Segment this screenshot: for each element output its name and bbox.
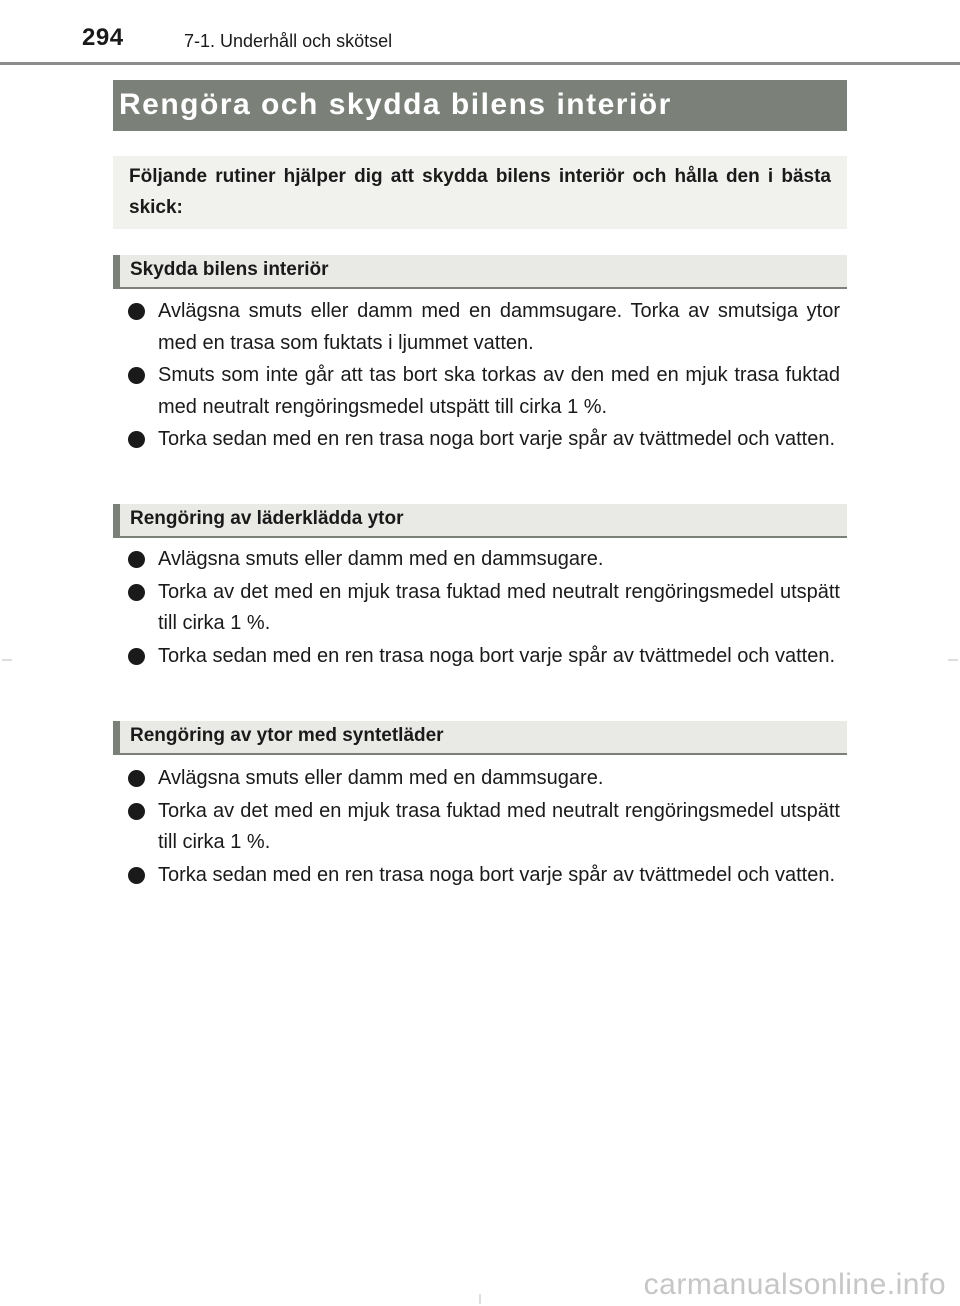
list-item: Avlägsna smuts eller damm med en dammsugare. — [128, 544, 840, 576]
bullet-icon — [128, 803, 145, 820]
section-heading-text: Rengöring av läderklädda ytor — [130, 508, 404, 529]
bullet-list-protect-interior — [128, 296, 840, 457]
intro-text: Följande rutiner hjälper dig att skydda bilens interiör och hålla den i bästa skick: — [129, 166, 831, 218]
section-heading-protect-interior — [113, 255, 847, 289]
list-item: Torka sedan med en ren trasa noga bort varje spår av tvättmedel och vatten. — [128, 860, 840, 892]
title-bar — [113, 80, 847, 131]
watermark-logo: carmanualsonline.info — [643, 1268, 946, 1301]
section-heading-text: Rengöring av ytor med syntetläder — [130, 725, 444, 746]
page-header — [0, 0, 960, 64]
header-divider — [0, 62, 960, 65]
bullet-list-synthetic-leather — [128, 763, 840, 892]
list-item: Avlägsna smuts eller damm med en dammsugare. — [128, 763, 840, 795]
bullet-icon — [128, 551, 145, 568]
page-title: Rengöra och skydda bilens interiör — [119, 88, 672, 121]
list-item: Avlägsna smuts eller damm med en dammsugare. Torka av smutsiga ytor med en trasa som fuktats i ljummet vatten. — [128, 296, 840, 359]
bullet-icon — [128, 648, 145, 665]
bullet-list-leather — [128, 544, 840, 673]
list-item: Torka av det med en mjuk trasa fuktad med neutralt rengöringsmedel utspätt till cirka 1 %. — [128, 796, 840, 859]
intro-box — [113, 156, 847, 229]
section-heading-leather — [113, 504, 847, 538]
list-item: Smuts som inte går att tas bort ska torkas av den med en mjuk trasa fuktad med neutralt rengöringsmedel utspätt till cirka 1 %. — [128, 360, 840, 423]
list-item: Torka av det med en mjuk trasa fuktad med neutralt rengöringsmedel utspätt till cirka 1 %. — [128, 577, 840, 640]
bullet-icon — [128, 584, 145, 601]
section-label: 7-1. Underhåll och skötsel — [184, 31, 393, 51]
section-heading-text: Skydda bilens interiör — [130, 259, 329, 280]
bullet-icon — [128, 367, 145, 384]
list-item: Torka sedan med en ren trasa noga bort varje spår av tvättmedel och vatten. — [128, 424, 840, 456]
bullet-icon — [128, 303, 145, 320]
list-item: Torka sedan med en ren trasa noga bort varje spår av tvättmedel och vatten. — [128, 641, 840, 673]
section-heading-synthetic-leather — [113, 721, 847, 755]
page-number: 294 — [82, 24, 124, 51]
bullet-icon — [128, 431, 145, 448]
bullet-icon — [128, 770, 145, 787]
bullet-icon — [128, 867, 145, 884]
